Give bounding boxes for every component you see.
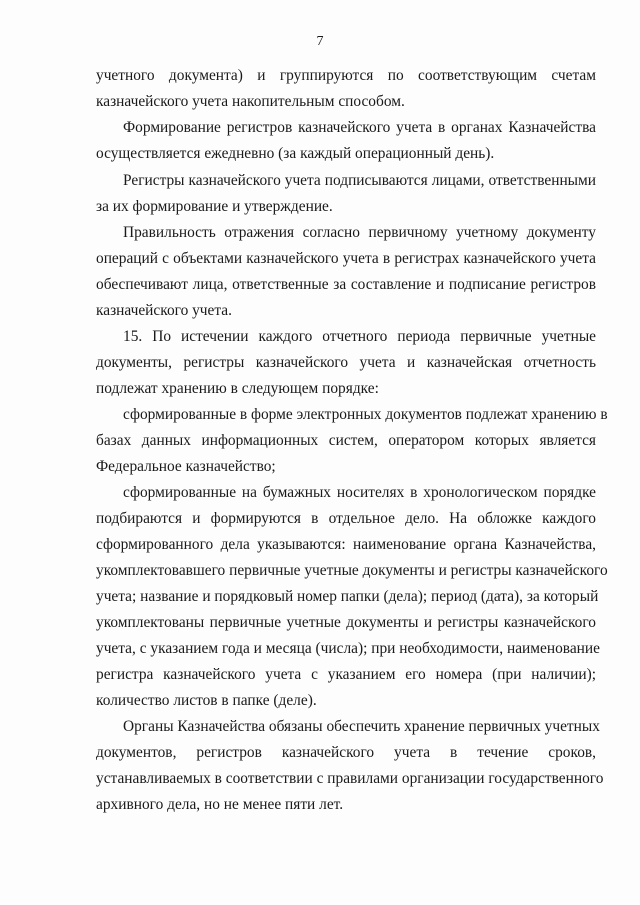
- text-line: сформированные на бумажных носителях в хронологическом порядке: [123, 484, 596, 501]
- text-line: 15. По истечении каждого отчетного периода первичные учетные: [123, 328, 596, 345]
- text-line: учетного документа) и группируются по соответствующим счетам: [96, 67, 596, 84]
- text-line: Органы Казначейства обязаны обеспечить хранение первичных учетных: [123, 718, 600, 735]
- text-line: операций с объектами казначейского учета в регистрах казначейского учета: [96, 250, 596, 267]
- text-line: архивного дела, но не менее пяти лет.: [96, 796, 344, 813]
- page-number: 7: [316, 34, 324, 49]
- text-line: осуществляется ежедневно (за каждый операционный день).: [96, 145, 495, 162]
- text-line: базах данных информационных систем, оператором которых является: [96, 432, 596, 449]
- text-line: учета, с указанием года и месяца (числа); при необходимости, наименование: [96, 640, 600, 657]
- text-line: документов, регистров казначейского учета в течение сроков,: [96, 744, 596, 761]
- text-line: за их формирование и утверждение.: [96, 198, 333, 215]
- text-line: количество листов в папке (деле).: [96, 692, 317, 709]
- text-line: учета; название и порядковый номер папки (дела); период (дата), за который: [96, 588, 599, 605]
- text-line: Регистры казначейского учета подписываются лицами, ответственными: [123, 172, 596, 189]
- text-line: укомплектованы первичные учетные документы и регистры казначейского: [96, 614, 596, 631]
- text-line: регистра казначейского учета с указанием его номера (при наличии);: [96, 666, 596, 683]
- text-line: Правильность отражения согласно первичному учетному документу: [123, 224, 596, 241]
- text-line: Федеральное казначейство;: [96, 458, 276, 475]
- text-line: подбираются и формируются в отдельное дело. На обложке каждого: [96, 510, 596, 527]
- text-line: устанавливаемых в соответствии с правилами организации государственного: [96, 770, 604, 787]
- text-line: подлежат хранению в следующем порядке:: [96, 380, 379, 397]
- text-line: укомплектовавшего первичные учетные документы и регистры казначейского: [96, 562, 608, 579]
- text-line: Формирование регистров казначейского учета в органах Казначейства: [123, 119, 596, 136]
- text-line: казначейского учета.: [96, 302, 232, 319]
- text-line: обеспечивают лица, ответственные за составление и подписание регистров: [96, 276, 596, 293]
- text-line: документы, регистры казначейского учета и казначейская отчетность: [96, 354, 596, 371]
- text-line: казначейского учета накопительным способом.: [96, 93, 405, 110]
- text-line: сформированные в форме электронных документов подлежат хранению в: [123, 406, 608, 423]
- text-line: сформированного дела указываются: наименование органа Казначейства,: [96, 536, 596, 553]
